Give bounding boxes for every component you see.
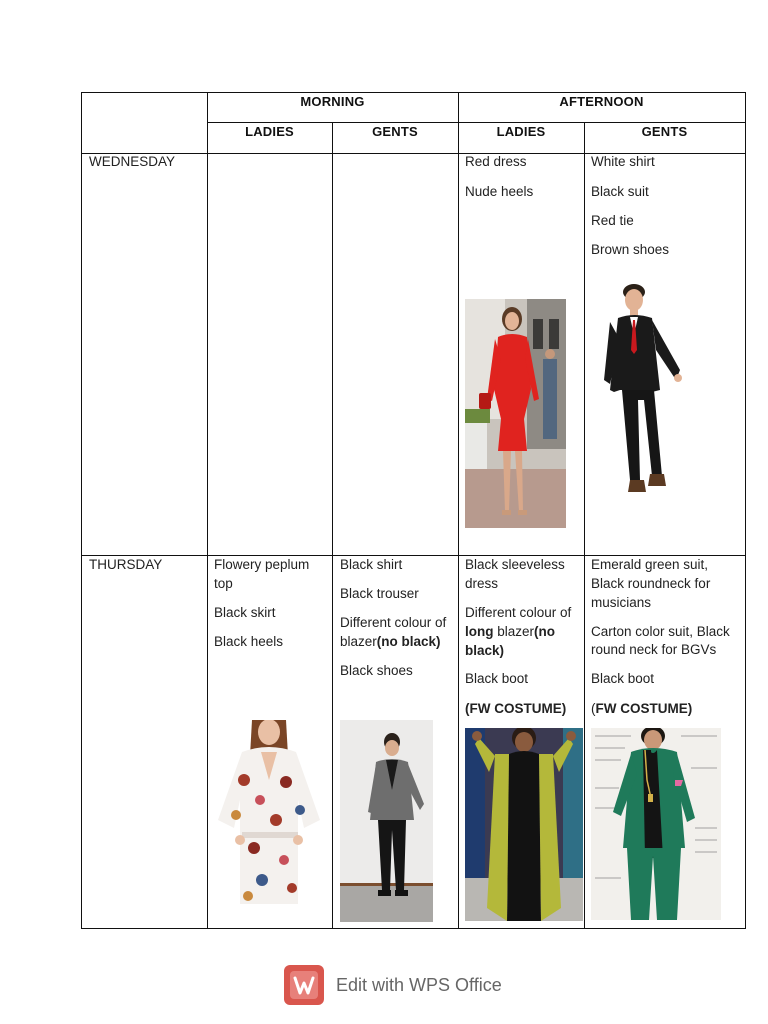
thu-aft-gents-item: Carton color suit, Black bbox=[591, 624, 730, 639]
header-morning-gents: GENTS bbox=[372, 124, 418, 139]
thu-aft-gents-item: musicians bbox=[591, 595, 652, 610]
thu-aft-gents-item: Black boot bbox=[591, 671, 655, 686]
day-thursday: THURSDAY bbox=[89, 557, 163, 572]
wed-aft-gents-item: Black suit bbox=[591, 184, 649, 199]
thu-aft-ladies-item: Black boot bbox=[465, 671, 529, 686]
flowery-top-photo bbox=[214, 720, 324, 904]
blazer-word: blazer bbox=[340, 634, 377, 649]
thu-aft-ladies-item: Black sleeveless bbox=[465, 557, 565, 572]
fw-costume-label: (FW COSTUME) bbox=[465, 701, 567, 716]
table-col-line-4 bbox=[584, 122, 585, 929]
blazer-word: blazer bbox=[493, 624, 535, 639]
wed-aft-gents-item: Red tie bbox=[591, 213, 634, 228]
table-col-line-2 bbox=[332, 122, 333, 929]
wps-logo-icon[interactable] bbox=[284, 965, 324, 1005]
thu-mor-ladies-item: Black skirt bbox=[214, 605, 276, 620]
long-word: long bbox=[465, 624, 494, 639]
thu-mor-gents-item: Different colour of bbox=[340, 615, 447, 630]
header-morning: MORNING bbox=[300, 94, 365, 109]
thu-aft-ladies-item: black) bbox=[465, 643, 505, 658]
wed-aft-gents-item: White shirt bbox=[591, 154, 655, 169]
thu-aft-gents-item: Emerald green suit, bbox=[591, 557, 709, 572]
thu-aft-ladies-item: Different colour of bbox=[465, 605, 572, 620]
table-border-top bbox=[81, 92, 746, 93]
table-border-left bbox=[81, 92, 82, 929]
table-col-line-3 bbox=[458, 92, 459, 929]
header-afternoon-gents: GENTS bbox=[641, 124, 688, 139]
paren-open: ( bbox=[591, 701, 596, 716]
black-shirt-blazer-photo bbox=[340, 720, 433, 922]
wed-aft-ladies-item: Nude heels bbox=[465, 184, 534, 199]
day-wednesday: WEDNESDAY bbox=[89, 154, 176, 169]
thu-mor-ladies-item: Black heels bbox=[214, 634, 284, 649]
thu-mor-gents-item: Black shirt bbox=[340, 557, 403, 572]
thu-aft-ladies-item: dress bbox=[465, 576, 499, 591]
header-afternoon-ladies: LADIES bbox=[496, 124, 546, 139]
thu-mor-gents-item: Black trouser bbox=[340, 586, 419, 601]
black-suit-photo bbox=[600, 280, 690, 500]
table-col-line-1 bbox=[207, 92, 208, 929]
no-black-note: (no black) bbox=[376, 634, 441, 649]
thu-aft-gents-item: Black roundneck for bbox=[591, 576, 711, 591]
wed-aft-gents-item: Brown shoes bbox=[591, 242, 670, 257]
thu-aft-gents-item: round neck for BGVs bbox=[591, 642, 717, 657]
emerald-suit-photo bbox=[591, 728, 721, 920]
wed-aft-ladies-item: Red dress bbox=[465, 154, 527, 169]
thu-mor-gents-item: Black shoes bbox=[340, 663, 413, 678]
thu-mor-gents-item bbox=[340, 633, 441, 651]
header-afternoon: AFTERNOON bbox=[559, 94, 644, 109]
fw-costume-bold: FW COSTUME) bbox=[595, 701, 693, 716]
thu-mor-ladies-item: Flowery peplum bbox=[214, 557, 310, 572]
table-line-subheader bbox=[207, 122, 746, 123]
edit-with-wps-link[interactable]: Edit with WPS Office bbox=[336, 975, 502, 995]
thu-aft-ladies-item bbox=[465, 623, 555, 641]
red-dress-photo bbox=[465, 299, 566, 528]
olive-long-blazer-photo bbox=[465, 728, 583, 921]
table-border-bottom bbox=[81, 928, 746, 929]
no-note: (no bbox=[534, 624, 556, 639]
table-border-right bbox=[745, 92, 746, 929]
fw-costume-label bbox=[591, 700, 692, 718]
header-morning-ladies: LADIES bbox=[245, 124, 294, 139]
thu-mor-ladies-item: top bbox=[214, 576, 233, 591]
